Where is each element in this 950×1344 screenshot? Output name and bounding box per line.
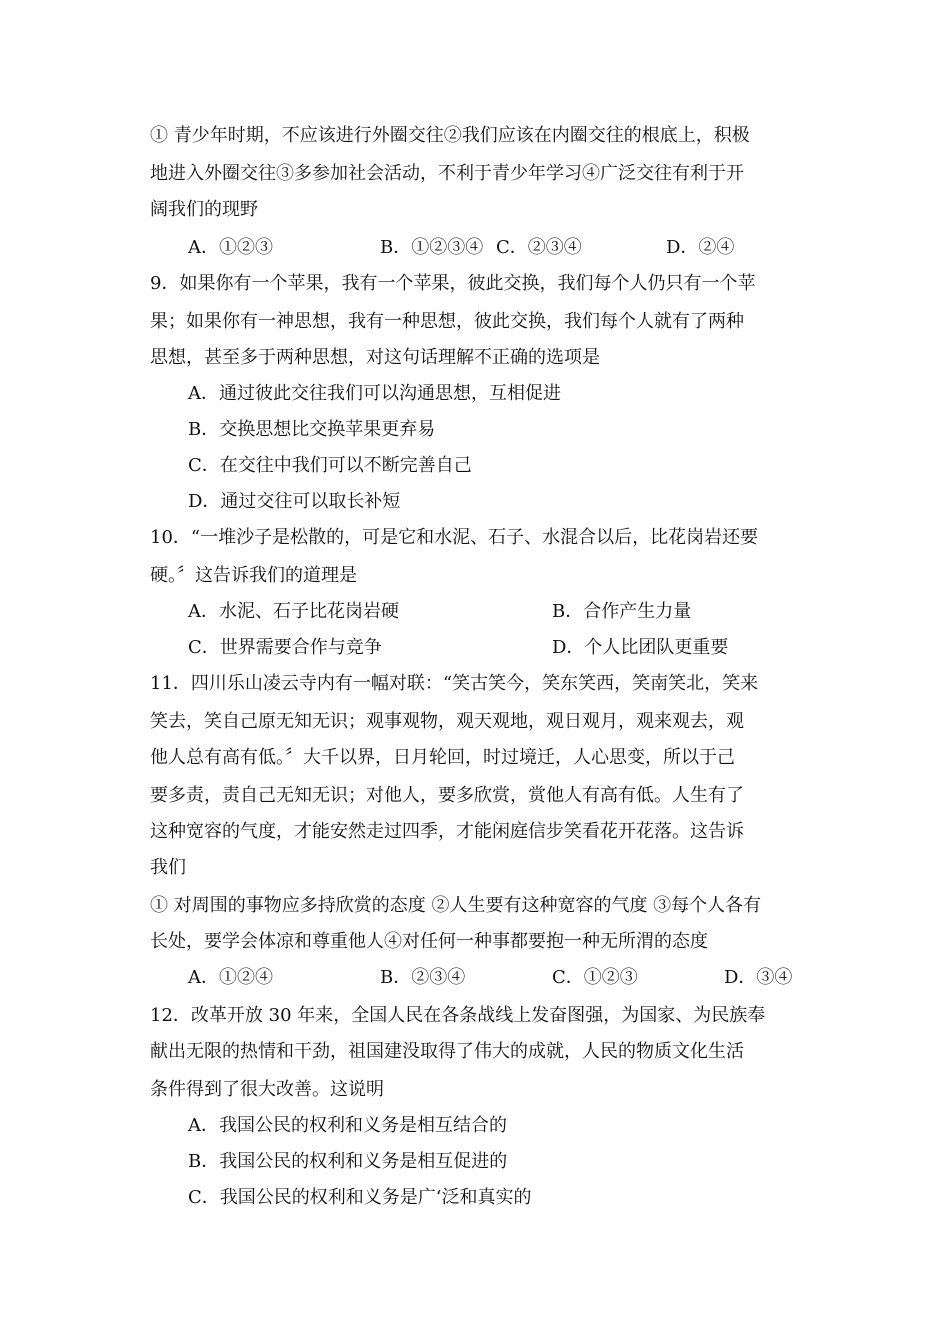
q11-line-1: 11．四川乐山凌云寺内有一幅对联：“笑古笑今，笑东笑西，笑南笑北，笑来	[150, 673, 759, 694]
q11-option-d: D．③④	[724, 967, 793, 988]
q9-line-3: 思想，甚至多于两种思想，对这句话理解不正确的选项是	[150, 347, 600, 368]
q11-option-b: B．②③④	[380, 967, 466, 988]
q9-option-c: C．在交往中我们可以不断完善自己	[188, 455, 472, 476]
q11-line-5: 这种宽容的气度，才能安然走过四季，才能闲庭信步笑看花开花落。这告诉	[150, 821, 744, 842]
q11-line-2: 笑去，笑自己原无知无识；观事观物，观天观地，观日观月，观来观去，观	[150, 711, 744, 732]
q12-option-a: A．我国公民的权利和义务是相互结合的	[188, 1115, 507, 1136]
q9-option-d: D．通过交往可以取长补短	[188, 491, 401, 512]
q12-line-3: 条件得到了很大改善。这说明	[150, 1079, 384, 1100]
q9-line-1: 9．如果你有一个苹果，我有一个苹果，彼此交换，我们每个人仍只有一个苹	[150, 273, 756, 294]
q11-option-c: C．①②③	[552, 967, 638, 988]
q11-line-7: ① 对周围的事物应多持欣赏的态度 ②人生要有这种宽容的气度 ③每个人各有	[150, 895, 762, 916]
q11-line-8: 长处，要学会体凉和尊重他人④对任何一种事都要抱一种无所渭的态度	[150, 931, 708, 952]
q11-line-4: 要多责，责自己无知无识；对他人，要多欣赏，赏他人有高有低。人生有了	[150, 785, 744, 806]
q9-option-b: B．交换思想比交换苹果更弃易	[188, 419, 436, 440]
q8-line-1: ① 青少年时期，不应该进行外圈交往②我们应该在内圈交往的根底上，积极	[150, 125, 750, 146]
q10-line-1: 10．“一堆沙子是松散的，可是它和水泥、石子、水混合以后，比花岗岩还要	[150, 527, 759, 548]
q8-option-d: D．②④	[666, 237, 735, 258]
q12-option-b: B．我国公民的权利和义务是相互促进的	[188, 1151, 508, 1172]
q12-line-1: 12．改革开放 30 年来，全国人民在各条战线上发奋图强，为国家、为民族奉	[150, 1005, 766, 1026]
q10-option-d: D．个人比团队更重要	[552, 637, 729, 658]
q8-line-3: 阔我们的现野	[150, 199, 258, 220]
q10-option-a: A．水泥、石子比花岗岩硬	[188, 601, 399, 622]
q8-line-2: 地进入外圈交往③多参加社会活动，不利于青少年学习④广泛交往有利于开	[150, 163, 744, 184]
q8-option-c: C．②③④	[496, 237, 582, 258]
q11-line-3: 他人总有高有低。〞大千以界，日月轮回，时过境迁，人心思变，所以于己	[150, 747, 735, 768]
q8-option-a: A．①②③	[188, 237, 273, 258]
q10-line-2: 硬。〞这告诉我们的道理是	[150, 565, 357, 586]
q12-option-c: C．我国公民的权利和义务是广‘泛和真实的	[188, 1187, 532, 1208]
q9-line-2: 果；如果你有一神思想，我有一种思想，彼此交换，我们每个人就有了两种	[150, 311, 744, 332]
q8-option-b: B．①②③④	[380, 237, 484, 258]
q12-line-2: 献出无限的热情和干劲，祖国建没取得了伟大的成就，人民的物质文化生活	[150, 1041, 744, 1062]
q10-option-c: C．世界需要合作与竞争	[188, 637, 382, 658]
q11-option-a: A．①②④	[188, 967, 273, 988]
q9-option-a: A．通过彼此交往我们可以沟通思想，互相促进	[188, 383, 561, 404]
q10-option-b: B．合作产生力量	[552, 601, 692, 622]
q11-line-6: 我们	[150, 857, 186, 878]
